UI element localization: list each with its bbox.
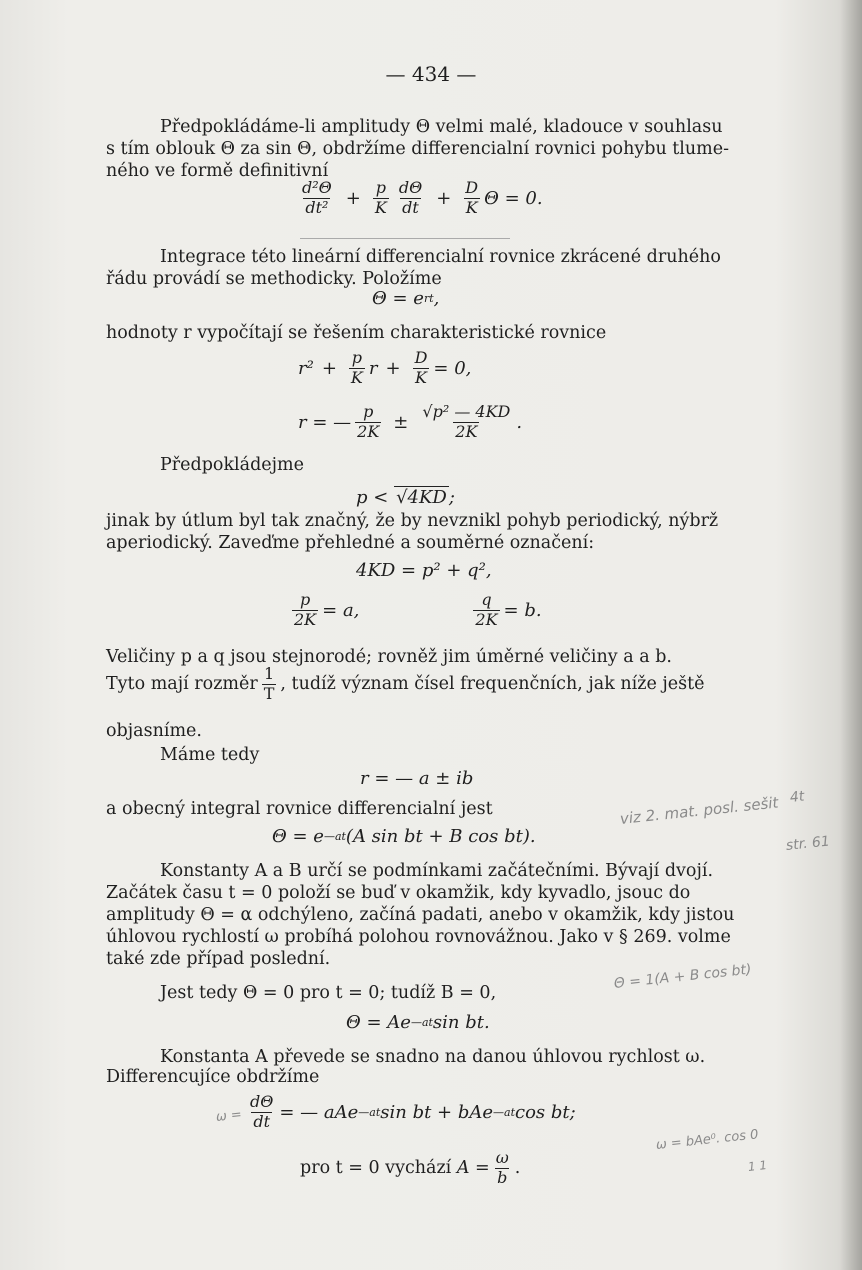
text-line: Konstanta A převede se snadno na danou úhlovou rychlost ω. bbox=[160, 1047, 706, 1067]
equation-derivative: $\frac{d\Theta}{dt}$ = — aAe —at sin bt + bAe —at cos bt; bbox=[250, 1092, 576, 1131]
equation-definitions: $\frac{p}{2K}$ = a, $\frac{q}{2K}$ = b. bbox=[294, 590, 542, 629]
text-line: pro t = 0 vychází A = $\frac{\omega}{b}$ . bbox=[300, 1148, 521, 1187]
text-line: Předpokládejme bbox=[160, 455, 305, 475]
text-line: ného ve formě definitivní bbox=[106, 161, 329, 181]
text-line: řádu provádí se methodicky. Položíme bbox=[106, 269, 442, 289]
text-line: Jest tedy Θ = 0 pro t = 0; tudíž B = 0, bbox=[160, 983, 497, 1003]
equation-characteristic: r² + $\frac{p}{K}$ r + $\frac{D}{K}$ = 0, bbox=[298, 348, 472, 387]
text-line: Differencujíce obdržíme bbox=[106, 1067, 320, 1087]
text-line: Začátek času t = 0 položí se buď v okamžik, kdy kyvadlo, jsouc do bbox=[106, 883, 691, 903]
text-line: objasníme. bbox=[106, 721, 202, 741]
faint-rule bbox=[300, 238, 510, 239]
text-line: a obecný integral rovnice differencialní jest bbox=[106, 799, 493, 819]
text-line: Máme tedy bbox=[160, 745, 260, 765]
handwritten-note: viz 2. mat. posl. sešit bbox=[619, 793, 780, 828]
equation-condition: p < √4KD ; bbox=[356, 486, 455, 508]
text-line: hodnoty r vypočítají se řešením charakteristické rovnice bbox=[106, 323, 607, 343]
equation-substitution: Θ = e rt , bbox=[372, 288, 440, 309]
handwritten-note: ω = bbox=[215, 1107, 243, 1125]
handwritten-note: ω = bAe⁰. cos 0 bbox=[655, 1127, 760, 1153]
handwritten-note: 4t bbox=[789, 788, 806, 806]
handwritten-note: 1 1 bbox=[747, 1158, 768, 1174]
text-line: úhlovou rychlostí ω probíhá polohou rovnovážnou. Jako v § 269. volme bbox=[106, 927, 731, 947]
equation-root-form: r = — a ± ib bbox=[360, 768, 474, 789]
text-line: amplitudy Θ = α odchýleno, začíná padati, anebo v okamžik, kdy jistou bbox=[106, 905, 735, 925]
handwritten-note: str. 61 bbox=[785, 833, 831, 854]
equation-damped-motion: $\frac{\text{d²Θ}}{\text{dt²}}$ + $\frac{p}{K}$ $\frac{d\Theta}{dt}$ + $\frac{D}{K}$ Θ = 0. bbox=[302, 178, 543, 217]
handwritten-note: Θ = 1(A + B cos bt) bbox=[613, 961, 753, 992]
text-line: s tím oblouk Θ za sin Θ, obdržíme differencialní rovnici pohybu tlume- bbox=[106, 139, 730, 159]
equation-solution: Θ = Ae —at sin bt. bbox=[346, 1012, 490, 1033]
text-line: aperiodický. Zaveďme přehledné a souměrné označení: bbox=[106, 533, 595, 553]
text-line: Veličiny p a q jsou stejnorodé; rovněž jim úměrné veličiny a a b. bbox=[106, 647, 672, 667]
text-line: Integrace této lineární differencialní rovnice zkrácené druhého bbox=[160, 247, 721, 267]
equation-general-integral: Θ = e —at (A sin bt + B cos bt). bbox=[272, 826, 536, 847]
page-gutter-shadow bbox=[840, 0, 862, 1270]
text-line: Předpokládáme-li amplitudy Θ velmi malé, kladouce v souhlasu bbox=[160, 117, 723, 137]
text-line: Konstanty A a B určí se podmínkami začátečními. Bývají dvojí. bbox=[160, 861, 714, 881]
equation-roots: r = — $\frac{p}{2K}$ ± $\frac{\text{√p² — 4KD}}{2K}$ . bbox=[298, 402, 523, 441]
text-line: Tyto mají rozměr $\frac{1}{T}$ , tudíž význam čísel frequenčních, jak níže ještě bbox=[106, 664, 705, 703]
text-line: také zde případ poslední. bbox=[106, 949, 331, 969]
text-line: jinak by útlum byl tak značný, že by nevznikl pohyb periodický, nýbrž bbox=[106, 511, 719, 531]
page-number: — 434 — bbox=[385, 62, 477, 86]
equation-notation: 4KD = p² + q², bbox=[356, 560, 492, 581]
